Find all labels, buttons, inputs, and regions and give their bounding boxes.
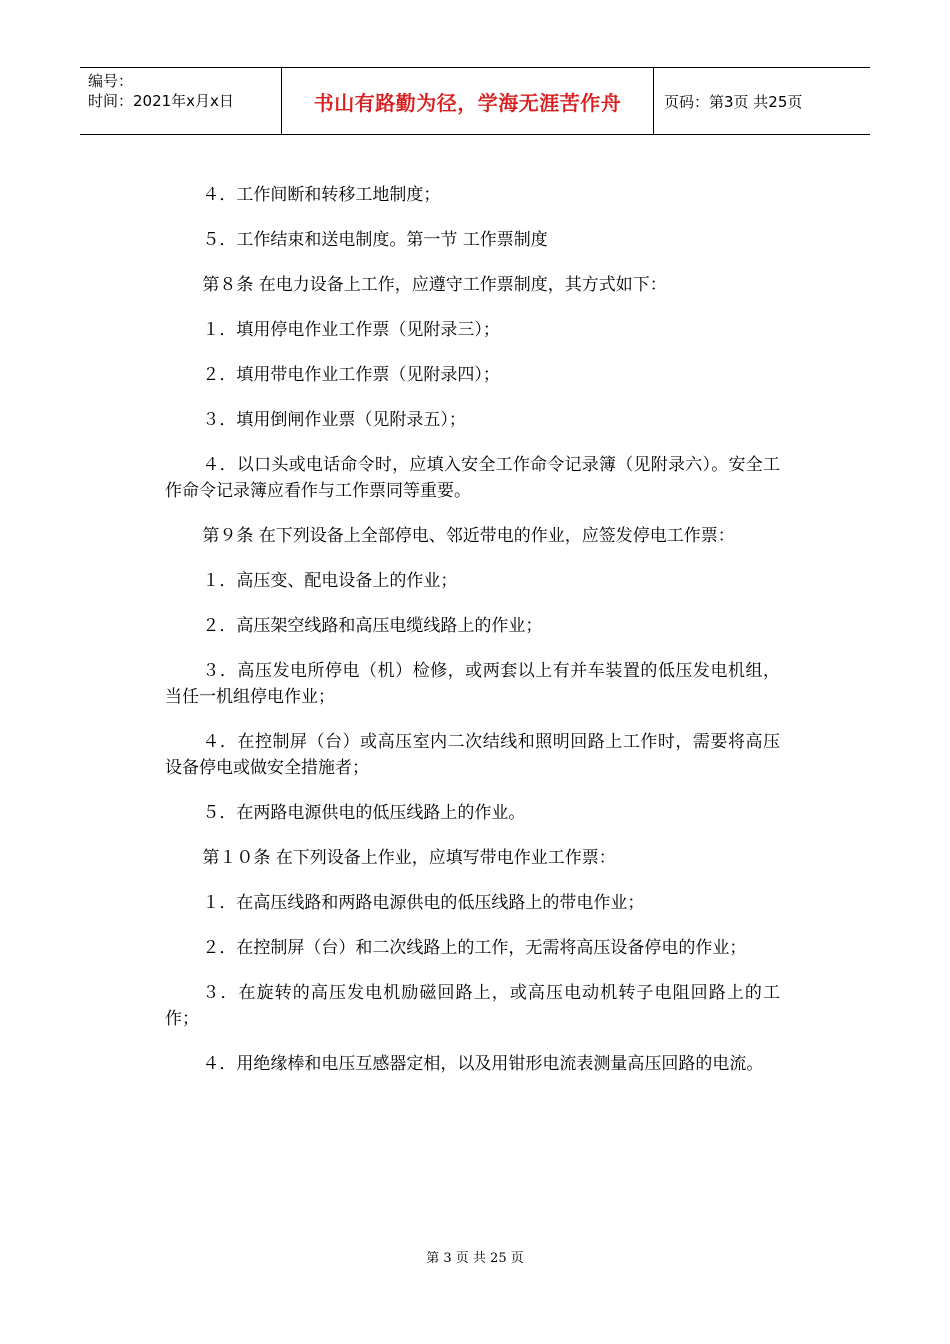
paragraph: ４．在控制屏（台）或高压室内二次结线和照明回路上工作时，需要将高压设备停电或做安全措施者； xyxy=(165,732,780,778)
paragraph: １．在高压线路和两路电源供电的低压线路上的带电作业； xyxy=(202,893,645,913)
document-number-label: 编号： xyxy=(88,72,134,90)
paragraph: ４．用绝缘棒和电压互感器定相，以及用钳形电流表测量高压回路的电流。 xyxy=(202,1054,764,1074)
paragraph: １．高压变、配电设备上的作业； xyxy=(202,571,458,591)
paragraph: ２．高压架空线路和高压电缆线路上的作业； xyxy=(202,616,543,636)
header-left-cell xyxy=(80,68,282,134)
header-page-info: 页码：第3页 共25页 xyxy=(664,92,803,111)
paragraph: ２．在控制屏（台）和二次线路上的工作，无需将高压设备停电的作业； xyxy=(202,938,747,958)
page-footer: 第 3 页 共 25 页 xyxy=(426,1251,524,1266)
document-header xyxy=(80,67,870,135)
paragraph: ３．填用倒闸作业票（见附录五）； xyxy=(202,410,466,430)
paragraph: ２．填用带电作业工作票（见附录四）； xyxy=(202,365,500,385)
paragraph: 第８条 在电力设备上工作，应遵守工作票制度，其方式如下： xyxy=(202,275,667,295)
paragraph: ４．工作间断和转移工地制度； xyxy=(202,185,441,205)
paragraph: １．填用停电作业工作票（见附录三）； xyxy=(202,320,500,340)
document-body xyxy=(165,182,780,1096)
paragraph: 第９条 在下列设备上全部停电、邻近带电的作业，应签发停电工作票： xyxy=(202,526,735,546)
paragraph: ４．以口头或电话命令时，应填入安全工作命令记录簿（见附录六）。安全工作命令记录簿应看作与工作票同等重要。 xyxy=(165,455,780,501)
paragraph: ３．在旋转的高压发电机励磁回路上，或高压电动机转子电阻回路上的工作； xyxy=(165,983,780,1029)
paragraph: ３．高压发电所停电（机）检修，或两套以上有并车装置的低压发电机组，当任一机组停电作业； xyxy=(165,661,780,707)
header-motto: 书山有路勤为径，学海无涯苦作舟 xyxy=(282,68,654,134)
document-date-label: 时间：2021年x月x日 xyxy=(88,92,234,110)
paragraph: 第１０条 在下列设备上作业，应填写带电作业工作票： xyxy=(202,848,616,868)
paragraph: ５．工作结束和送电制度。第一节 工作票制度 xyxy=(202,230,548,250)
paragraph: ５．在两路电源供电的低压线路上的作业。 xyxy=(202,803,526,823)
